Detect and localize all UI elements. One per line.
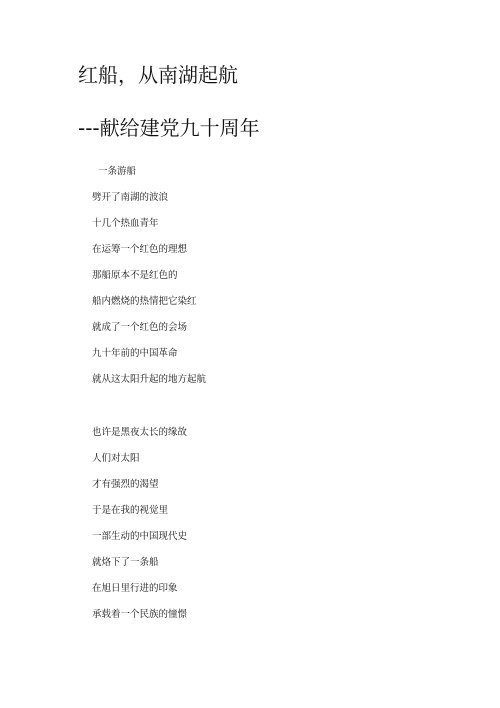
poem-line: 就烙下了一条船: [92, 557, 159, 568]
stanza-1: [92, 163, 206, 397]
poem-line: 九十年前的中国革命: [92, 348, 178, 359]
poem-line: 承载着一个民族的憧憬: [92, 609, 188, 620]
poem-title: 红船，从南湖起航: [78, 63, 238, 87]
poem-line: 人们对太阳: [92, 453, 140, 464]
poem-line: 在运筹一个红色的理想: [92, 244, 188, 255]
poem-line: 劈开了南湖的波浪: [92, 192, 169, 203]
stanza-2: [92, 424, 187, 632]
poem-line: 十几个热血青年: [92, 218, 159, 229]
poem-line: 才有强烈的渴望: [92, 479, 159, 490]
poem-line: 也许是黑夜太长的缘故: [92, 427, 188, 438]
poem-line: 就成了一个红色的会场: [92, 322, 188, 333]
poem-line: 就从这太阳升起的地方起航: [92, 374, 207, 385]
poem-line: 那船原本不是红色的: [92, 270, 178, 281]
poem-line: 于是在我的视觉里: [92, 505, 169, 516]
poem-line: 一部生动的中国现代史: [92, 531, 188, 542]
poem-subtitle: ---献给建党九十周年: [78, 116, 260, 140]
poem-line: 船内燃烧的热情把它染红: [92, 296, 197, 307]
poem-line: 在旭日里行进的印象: [92, 583, 178, 594]
poem-line: 一条游船: [98, 166, 137, 177]
